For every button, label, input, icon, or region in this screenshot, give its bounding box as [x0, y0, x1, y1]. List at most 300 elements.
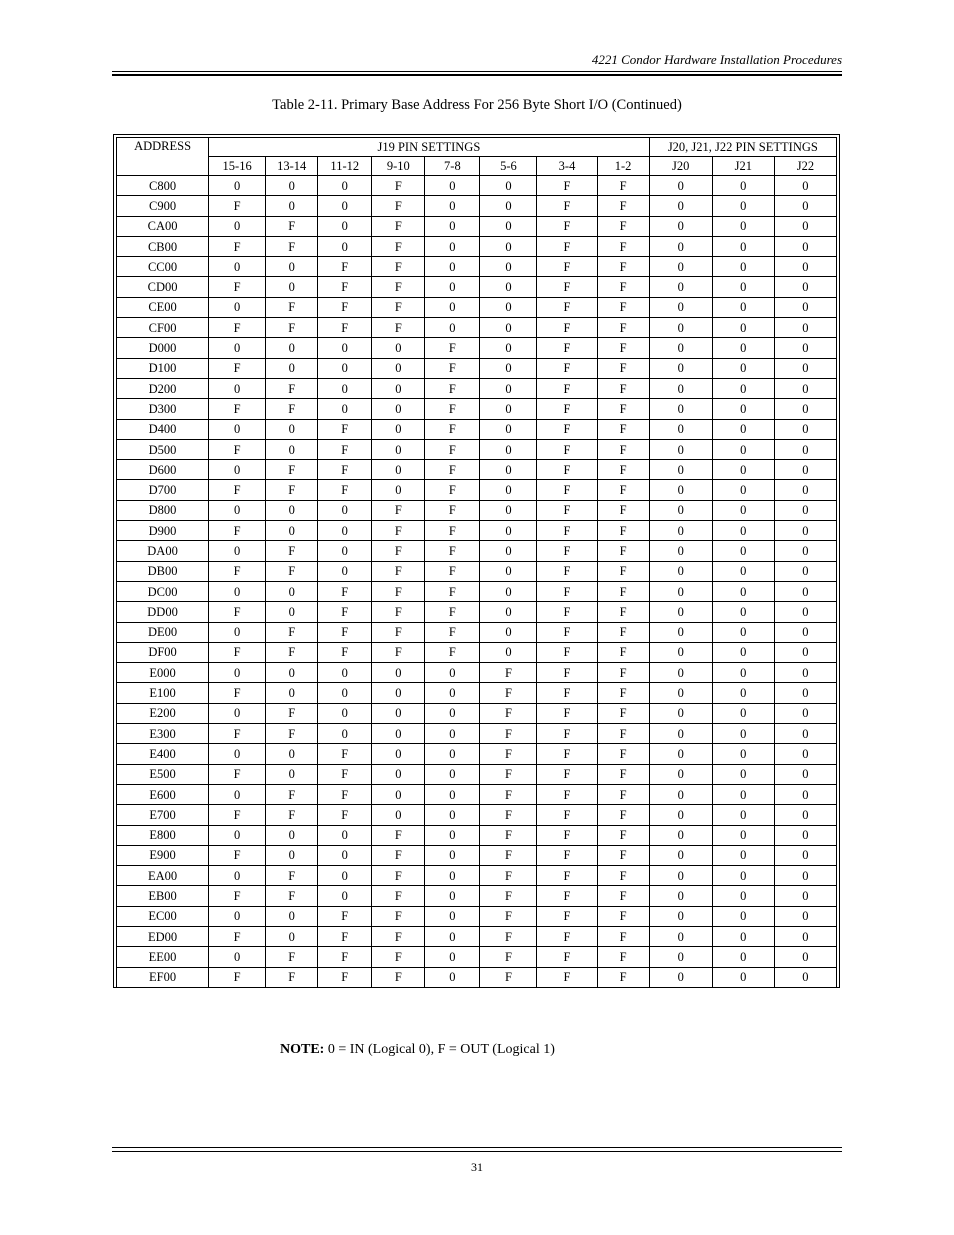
pin-setting-cell: F	[209, 967, 266, 987]
pin-setting-cell: F	[537, 338, 597, 358]
table-row	[117, 906, 837, 926]
pin-setting-cell: 0	[774, 805, 836, 825]
pin-setting-cell: 0	[480, 318, 537, 338]
pin-setting-cell: F	[209, 277, 266, 297]
pin-setting-cell: F	[425, 581, 480, 601]
pin-setting-cell: F	[597, 318, 649, 338]
pin-setting-cell: F	[318, 744, 372, 764]
pin-setting-cell: 0	[425, 825, 480, 845]
pin-setting-cell: F	[209, 318, 266, 338]
pin-setting-cell: 0	[425, 257, 480, 277]
pin-setting-cell: 0	[480, 642, 537, 662]
pin-setting-cell: F	[537, 581, 597, 601]
table-row	[117, 236, 837, 256]
pin-setting-cell: F	[372, 216, 425, 236]
pin-setting-cell: 0	[712, 825, 774, 845]
pin-setting-cell: 0	[649, 764, 712, 784]
pin-setting-cell: 0	[712, 805, 774, 825]
pin-setting-cell: 0	[318, 866, 372, 886]
pin-setting-cell: F	[537, 784, 597, 804]
pin-setting-cell: 0	[480, 277, 537, 297]
j20-group-header: J20, J21, J22 PIN SETTINGS	[649, 138, 836, 157]
pin-setting-cell: 0	[318, 561, 372, 581]
pin-setting-cell: 0	[425, 663, 480, 683]
pin-setting-cell: 0	[425, 318, 480, 338]
pin-setting-cell: 0	[480, 439, 537, 459]
pin-setting-cell: 0	[774, 683, 836, 703]
pin-setting-cell: F	[425, 602, 480, 622]
pin-setting-cell: 0	[774, 460, 836, 480]
pin-setting-cell: 0	[712, 784, 774, 804]
pin-setting-cell: 0	[480, 581, 537, 601]
pin-setting-cell: 0	[712, 297, 774, 317]
pin-setting-cell: F	[597, 926, 649, 946]
pin-setting-cell: F	[537, 176, 597, 196]
pin-setting-cell: F	[425, 480, 480, 500]
pin-setting-cell: 0	[649, 277, 712, 297]
pin-setting-cell: 0	[480, 176, 537, 196]
pin-setting-cell: F	[537, 683, 597, 703]
pin-setting-cell: 0	[318, 845, 372, 865]
pin-setting-cell: 0	[649, 439, 712, 459]
pin-setting-cell: 0	[425, 866, 480, 886]
pin-setting-cell: F	[537, 703, 597, 723]
pin-setting-cell: 0	[425, 277, 480, 297]
pin-setting-cell: F	[537, 378, 597, 398]
pin-setting-cell: 0	[649, 886, 712, 906]
pin-setting-cell: 0	[649, 297, 712, 317]
table-row	[117, 358, 837, 378]
pin-setting-cell: 0	[712, 622, 774, 642]
pin-setting-cell: F	[537, 399, 597, 419]
address-cell: CE00	[117, 297, 209, 317]
address-cell: DB00	[117, 561, 209, 581]
pin-setting-cell: 0	[712, 703, 774, 723]
pin-setting-cell: F	[597, 683, 649, 703]
pin-setting-cell: F	[209, 236, 266, 256]
pin-setting-cell: 0	[649, 947, 712, 967]
address-cell: EE00	[117, 947, 209, 967]
pin-setting-cell: 0	[209, 419, 266, 439]
pin-setting-cell: 0	[209, 581, 266, 601]
pin-setting-cell: F	[480, 663, 537, 683]
pin-setting-cell: 0	[318, 236, 372, 256]
table-row	[117, 805, 837, 825]
pin-setting-cell: 0	[372, 744, 425, 764]
address-cell: DD00	[117, 602, 209, 622]
pin-setting-cell: F	[266, 561, 318, 581]
pin-setting-cell: 0	[712, 926, 774, 946]
pin-setting-cell: F	[425, 500, 480, 520]
address-cell: DA00	[117, 541, 209, 561]
pin-setting-cell: 0	[774, 784, 836, 804]
pin-setting-cell: F	[597, 947, 649, 967]
table-row	[117, 926, 837, 946]
pin-setting-cell: 0	[774, 439, 836, 459]
pin-setting-cell: 0	[425, 906, 480, 926]
pin-setting-cell: F	[480, 764, 537, 784]
pin-setting-cell: 0	[774, 561, 836, 581]
pin-setting-cell: 0	[480, 378, 537, 398]
pin-setting-cell: F	[209, 764, 266, 784]
pin-setting-cell: F	[318, 318, 372, 338]
address-cell: DF00	[117, 642, 209, 662]
pin-setting-cell: F	[425, 642, 480, 662]
pin-setting-cell: 0	[318, 521, 372, 541]
pin-setting-cell: 0	[318, 378, 372, 398]
pin-setting-cell: 0	[649, 683, 712, 703]
pin-setting-cell: F	[597, 906, 649, 926]
pin-setting-cell: 0	[372, 805, 425, 825]
pin-setting-cell: 0	[266, 744, 318, 764]
table-row	[117, 521, 837, 541]
pin-setting-cell: 0	[774, 926, 836, 946]
pin-setting-cell: 0	[266, 500, 318, 520]
pin-setting-cell: F	[537, 967, 597, 987]
pin-setting-cell: F	[597, 967, 649, 987]
pin-setting-cell: 0	[480, 257, 537, 277]
pin-setting-cell: F	[266, 318, 318, 338]
pin-setting-cell: F	[318, 906, 372, 926]
pin-setting-cell: F	[597, 845, 649, 865]
pin-setting-cell: 0	[649, 744, 712, 764]
pin-setting-cell: F	[209, 358, 266, 378]
pin-setting-cell: F	[266, 480, 318, 500]
pin-setting-cell: F	[537, 886, 597, 906]
pin-setting-cell: F	[425, 338, 480, 358]
table-row	[117, 947, 837, 967]
pin-setting-cell: F	[597, 581, 649, 601]
pin-setting-cell: F	[537, 439, 597, 459]
pin-setting-cell: F	[597, 521, 649, 541]
pin-setting-cell: 0	[209, 906, 266, 926]
table-row	[117, 378, 837, 398]
pin-setting-cell: 0	[266, 257, 318, 277]
pin-setting-cell: F	[209, 480, 266, 500]
pin-setting-cell: F	[372, 622, 425, 642]
pin-setting-cell: 0	[774, 703, 836, 723]
pin-setting-cell: 0	[774, 297, 836, 317]
address-cell: CF00	[117, 318, 209, 338]
pin-setting-cell: 0	[774, 338, 836, 358]
pin-setting-cell: 0	[649, 805, 712, 825]
pin-setting-cell: F	[480, 784, 537, 804]
pin-setting-cell: F	[318, 622, 372, 642]
pin-setting-cell: 0	[318, 338, 372, 358]
address-cell: D300	[117, 399, 209, 419]
pin-setting-cell: F	[372, 926, 425, 946]
pin-setting-cell: F	[425, 541, 480, 561]
pin-setting-cell: 0	[480, 297, 537, 317]
address-cell: D400	[117, 419, 209, 439]
pin-setting-cell: 0	[425, 724, 480, 744]
pin-setting-cell: 0	[649, 419, 712, 439]
pin-setting-cell: 0	[266, 906, 318, 926]
table-row	[117, 541, 837, 561]
pin-setting-cell: 0	[712, 338, 774, 358]
address-cell: C900	[117, 196, 209, 216]
column-header: 3-4	[537, 157, 597, 176]
pin-setting-cell: 0	[480, 216, 537, 236]
pin-setting-cell: F	[537, 622, 597, 642]
pin-setting-cell: 0	[372, 764, 425, 784]
pin-setting-cell: F	[597, 663, 649, 683]
column-header: 15-16	[209, 157, 266, 176]
address-cell: ED00	[117, 926, 209, 946]
pin-setting-cell: 0	[774, 602, 836, 622]
pin-setting-cell: F	[266, 378, 318, 398]
pin-setting-cell: F	[318, 967, 372, 987]
pin-setting-cell: F	[597, 277, 649, 297]
pin-setting-cell: F	[537, 297, 597, 317]
pin-setting-cell: 0	[774, 196, 836, 216]
column-header: 9-10	[372, 157, 425, 176]
pin-setting-cell: 0	[774, 318, 836, 338]
pin-setting-cell: 0	[649, 602, 712, 622]
pin-setting-cell: 0	[649, 176, 712, 196]
pin-setting-cell: 0	[480, 236, 537, 256]
address-cell: E800	[117, 825, 209, 845]
page-number: 31	[471, 1160, 483, 1174]
pin-setting-cell: 0	[372, 784, 425, 804]
pin-setting-cell: 0	[649, 724, 712, 744]
pin-setting-cell: F	[537, 419, 597, 439]
pin-setting-cell: 0	[712, 277, 774, 297]
pin-setting-cell: F	[537, 277, 597, 297]
pin-setting-cell: 0	[712, 845, 774, 865]
pin-setting-cell: F	[537, 318, 597, 338]
pin-setting-cell: 0	[480, 196, 537, 216]
address-cell: DC00	[117, 581, 209, 601]
pin-setting-cell: F	[597, 764, 649, 784]
pin-setting-cell: 0	[318, 176, 372, 196]
note-text: 0 = IN (Logical 0), F = OUT (Logical 1)	[324, 1042, 555, 1057]
pin-setting-cell: F	[318, 784, 372, 804]
pin-setting-cell: 0	[266, 419, 318, 439]
pin-setting-cell: 0	[266, 764, 318, 784]
pin-setting-cell: F	[425, 439, 480, 459]
pin-setting-cell: F	[480, 866, 537, 886]
pin-setting-cell: 0	[774, 176, 836, 196]
pin-setting-cell: 0	[209, 784, 266, 804]
footer-rule-top	[112, 1147, 842, 1148]
pin-setting-cell: 0	[266, 602, 318, 622]
pin-setting-cell: 0	[480, 541, 537, 561]
pin-setting-cell: F	[372, 967, 425, 987]
pin-setting-cell: 0	[712, 663, 774, 683]
pin-setting-cell: F	[266, 967, 318, 987]
pin-setting-cell: F	[537, 480, 597, 500]
pin-setting-cell: F	[480, 724, 537, 744]
group-header-row	[117, 138, 837, 157]
pin-setting-cell: 0	[774, 764, 836, 784]
pin-setting-cell: 0	[712, 561, 774, 581]
pin-setting-cell: F	[597, 216, 649, 236]
pin-setting-cell: 0	[774, 947, 836, 967]
pin-setting-cell: 0	[649, 784, 712, 804]
pin-setting-cell: F	[318, 419, 372, 439]
pin-setting-cell: 0	[649, 825, 712, 845]
pin-setting-cell: 0	[318, 216, 372, 236]
address-cell: E100	[117, 683, 209, 703]
pin-setting-cell: 0	[480, 419, 537, 439]
pin-setting-cell: 0	[480, 521, 537, 541]
pin-setting-cell: 0	[649, 541, 712, 561]
table-row	[117, 561, 837, 581]
table-caption: Table 2-11. Primary Base Address For 256 Byte Short I/O (Continued)	[272, 97, 682, 113]
pin-setting-cell: 0	[774, 744, 836, 764]
pin-setting-cell: F	[480, 744, 537, 764]
pin-setting-cell: F	[266, 399, 318, 419]
note	[280, 1042, 555, 1058]
pin-setting-cell: F	[537, 602, 597, 622]
pin-setting-cell: 0	[425, 703, 480, 723]
pin-setting-cell: F	[597, 622, 649, 642]
pin-setting-cell: F	[372, 196, 425, 216]
pin-setting-cell: 0	[712, 967, 774, 987]
table-row	[117, 886, 837, 906]
table-row	[117, 764, 837, 784]
pin-setting-cell: 0	[480, 358, 537, 378]
column-header: J22	[774, 157, 836, 176]
address-cell: DE00	[117, 622, 209, 642]
table-row	[117, 277, 837, 297]
pin-setting-cell: F	[266, 886, 318, 906]
pin-setting-cell: 0	[372, 419, 425, 439]
pin-setting-cell: 0	[774, 642, 836, 662]
pin-setting-cell: F	[266, 703, 318, 723]
address-cell: EC00	[117, 906, 209, 926]
pin-setting-cell: 0	[712, 480, 774, 500]
pin-setting-cell: F	[597, 784, 649, 804]
pin-setting-cell: 0	[712, 906, 774, 926]
pin-setting-cell: 0	[774, 581, 836, 601]
pin-setting-cell: F	[209, 602, 266, 622]
pin-setting-cell: F	[425, 622, 480, 642]
pin-setting-cell: F	[425, 358, 480, 378]
address-cell: C800	[117, 176, 209, 196]
pin-setting-cell: F	[537, 926, 597, 946]
pin-setting-cell: 0	[209, 866, 266, 886]
pin-setting-cell: 0	[209, 703, 266, 723]
column-header: 1-2	[597, 157, 649, 176]
pin-setting-cell: 0	[425, 683, 480, 703]
pin-setting-cell: 0	[774, 622, 836, 642]
pin-setting-cell: F	[318, 277, 372, 297]
pin-setting-cell: 0	[774, 967, 836, 987]
pin-setting-cell: 0	[318, 663, 372, 683]
pin-setting-cell: F	[480, 967, 537, 987]
pin-setting-cell: 0	[480, 622, 537, 642]
pin-setting-cell: F	[318, 257, 372, 277]
pin-setting-cell: F	[597, 724, 649, 744]
pin-setting-cell: 0	[425, 926, 480, 946]
pin-setting-cell: 0	[266, 196, 318, 216]
pin-setting-cell: 0	[425, 216, 480, 236]
pin-setting-cell: 0	[209, 338, 266, 358]
pin-setting-cell: 0	[774, 358, 836, 378]
pin-setting-cell: F	[537, 358, 597, 378]
pin-setting-cell: F	[266, 805, 318, 825]
pin-setting-cell: F	[425, 561, 480, 581]
pin-setting-cell: 0	[372, 460, 425, 480]
pin-setting-cell: F	[266, 460, 318, 480]
pin-setting-cell: 0	[712, 378, 774, 398]
pin-setting-cell: F	[597, 460, 649, 480]
table-row	[117, 845, 837, 865]
pin-setting-cell: 0	[266, 176, 318, 196]
pin-setting-cell: F	[537, 541, 597, 561]
pin-setting-cell: F	[372, 947, 425, 967]
pin-setting-cell: 0	[649, 196, 712, 216]
pin-setting-cell: 0	[425, 886, 480, 906]
pin-setting-cell: F	[372, 297, 425, 317]
pin-setting-cell: 0	[209, 257, 266, 277]
pin-setting-cell: 0	[712, 439, 774, 459]
column-header: 7-8	[425, 157, 480, 176]
pin-setting-cell: 0	[425, 845, 480, 865]
footer-rule-bottom	[112, 1151, 842, 1152]
pin-setting-cell: 0	[774, 500, 836, 520]
pin-setting-cell: 0	[774, 663, 836, 683]
pin-setting-cell: 0	[425, 196, 480, 216]
pin-setting-cell: 0	[712, 764, 774, 784]
pin-setting-cell: F	[537, 216, 597, 236]
pin-setting-cell: 0	[712, 196, 774, 216]
pin-setting-cell: F	[266, 236, 318, 256]
pin-setting-cell: F	[209, 926, 266, 946]
pin-setting-cell: 0	[774, 886, 836, 906]
table-row	[117, 703, 837, 723]
address-cell: E300	[117, 724, 209, 744]
pin-setting-cell: 0	[774, 277, 836, 297]
table-row	[117, 297, 837, 317]
pin-setting-cell: 0	[318, 541, 372, 561]
pin-setting-cell: 0	[649, 642, 712, 662]
table-row	[117, 622, 837, 642]
pin-setting-cell: 0	[209, 500, 266, 520]
address-cell: D900	[117, 521, 209, 541]
pin-setting-cell: F	[480, 683, 537, 703]
pin-setting-cell: 0	[209, 216, 266, 236]
pin-setting-cell: 0	[480, 460, 537, 480]
table-row	[117, 439, 837, 459]
pin-setting-cell: F	[597, 439, 649, 459]
pin-setting-cell: 0	[266, 683, 318, 703]
pin-setting-cell: 0	[649, 906, 712, 926]
pin-setting-cell: F	[372, 257, 425, 277]
pin-setting-cell: F	[318, 460, 372, 480]
pin-setting-cell: 0	[266, 439, 318, 459]
pin-setting-cell: F	[537, 236, 597, 256]
pin-setting-cell: 0	[318, 724, 372, 744]
address-cell: D700	[117, 480, 209, 500]
pin-setting-cell: 0	[712, 602, 774, 622]
pin-setting-cell: F	[537, 500, 597, 520]
address-cell: E400	[117, 744, 209, 764]
table-row	[117, 602, 837, 622]
pin-setting-cell: F	[597, 399, 649, 419]
pin-setting-cell: 0	[649, 399, 712, 419]
pin-setting-cell: 0	[372, 683, 425, 703]
pin-setting-cell: F	[480, 926, 537, 946]
table-row	[117, 642, 837, 662]
pin-setting-cell: F	[537, 825, 597, 845]
pin-setting-cell: F	[318, 805, 372, 825]
pin-setting-cell: 0	[649, 866, 712, 886]
address-cell: E600	[117, 784, 209, 804]
address-cell: CD00	[117, 277, 209, 297]
